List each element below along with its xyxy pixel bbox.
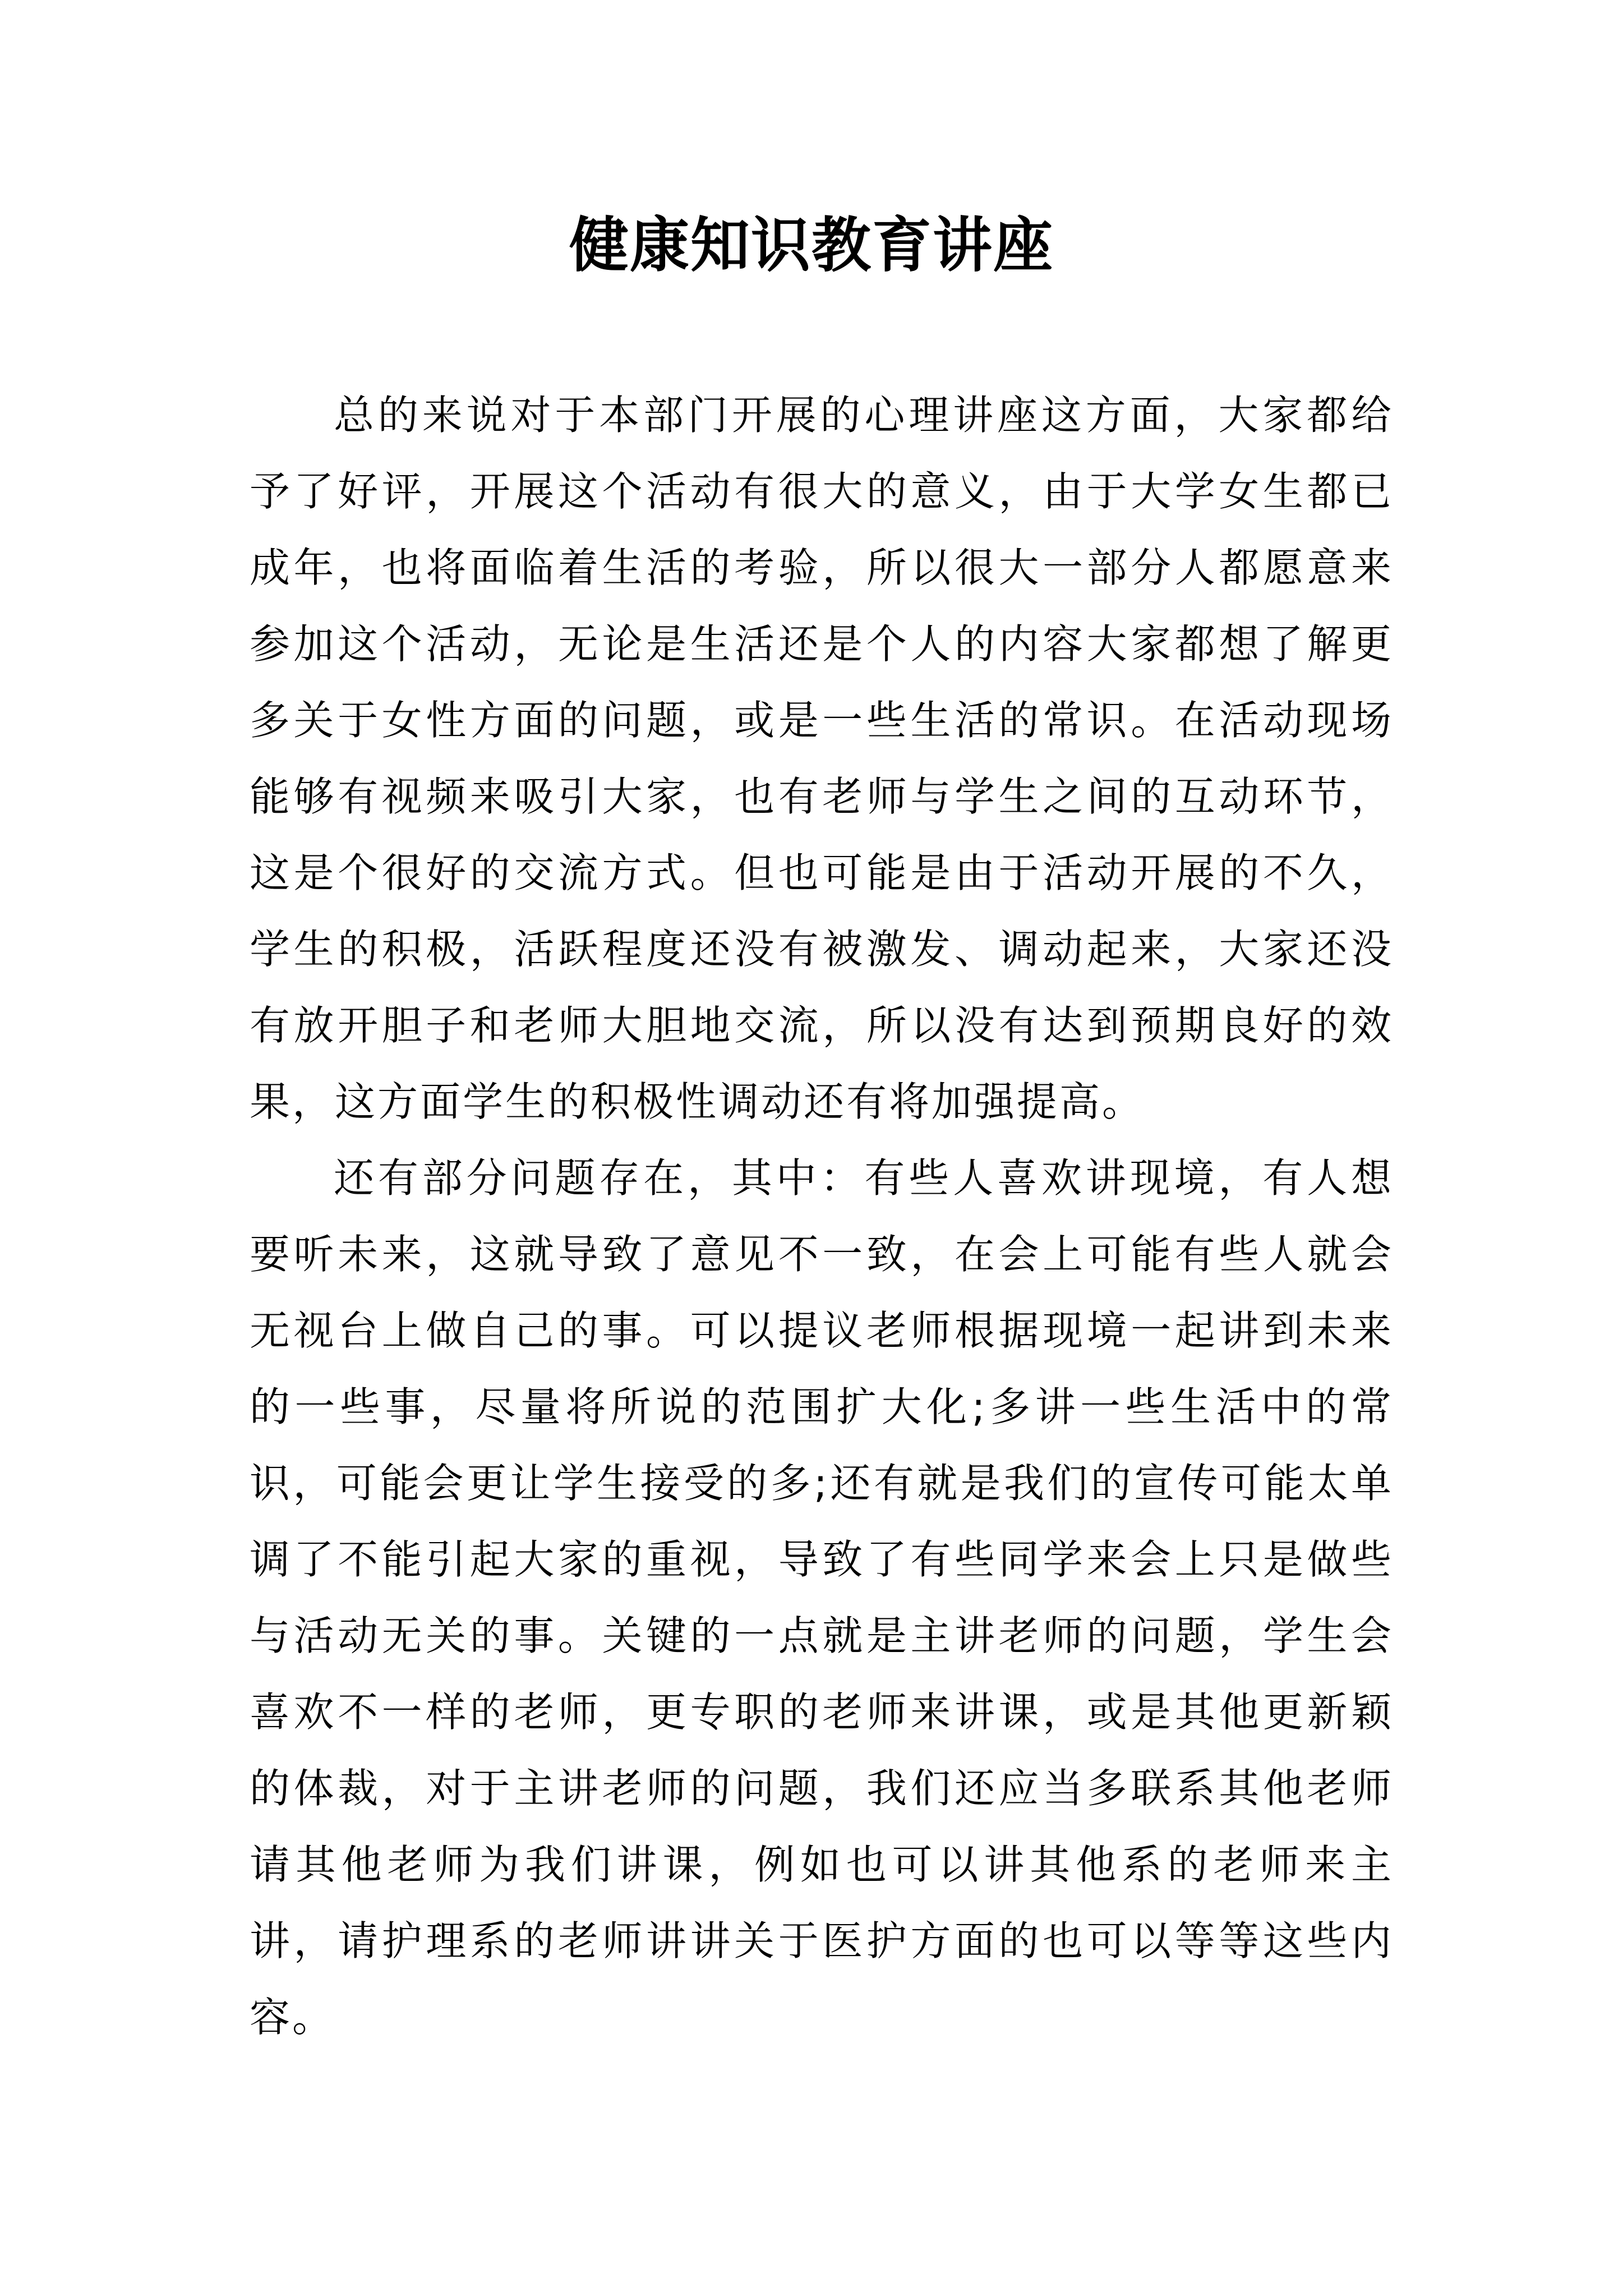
document-body	[250, 377, 1394, 2055]
paragraph-2: 还有部分问题存在，其中：有些人喜欢讲现境，有人想要听未来，这就导致了意见不一致，在会上可能有些人就会无视台上做自己的事。可以提议老师根据现境一起讲到未来的一些事，尽量将所说的范围扩大化;多讲一些生活中的常识，可能会更让学生接受的多;还有就是我们的宣传可能太单调了不能引起大家的重视，导致了有些同学来会上只是做些与活动无关的事。关键的一点就是主讲老师的问题，学生会喜欢不一样的老师，更专职的老师来讲课，或是其他更新颖的体裁，对于主讲老师的问题，我们还应当多联系其他老师请其他老师为我们讲课，例如也可以讲其他系的老师来主讲，请护理系的老师讲讲关于医护方面的也可以等等这些内容。	[250, 1154, 1394, 2041]
document-title: 健康知识教育讲座	[569, 210, 1054, 280]
paragraph-1: 总的来说对于本部门开展的心理讲座这方面，大家都给予了好评，开展这个活动有很大的意义，由于大学女生都已成年，也将面临着生活的考验，所以很大一部分人都愿意来参加这个活动，无论是生活还是个人的内容大家都想了解更多关于女性方面的问题，或是一些生活的常识。在活动现场能够有视频来吸引大家，也有老师与学生之间的互动环节，这是个很好的交流方式。但也可能是由于活动开展的不久，学生的积极，活跃程度还没有被激发、调动起来，大家还没有放开胆子和老师大胆地交流，所以没有达到预期良好的效果，这方面学生的积极性调动还有将加强提高。	[250, 392, 1394, 1125]
